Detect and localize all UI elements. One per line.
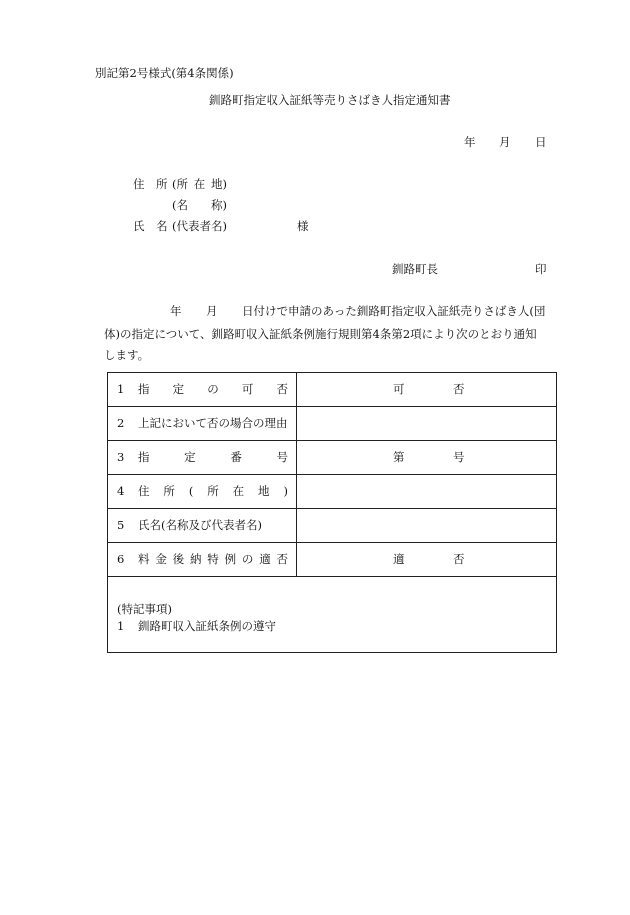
option-approve: 可: [393, 382, 405, 396]
date-day: 日: [535, 135, 547, 149]
table-row: [108, 407, 556, 441]
seal-mark: 印: [535, 262, 547, 276]
row-number: 1: [117, 382, 125, 396]
row-value-cell[interactable]: [297, 543, 556, 576]
row-label: 指 定 番 号: [138, 450, 288, 464]
date-month: 月: [499, 135, 511, 149]
row-number: 3: [117, 450, 125, 464]
table-row: [108, 509, 556, 543]
body-line-3: します。: [104, 348, 150, 362]
body-year: 年: [170, 304, 182, 318]
notes-item-number: 1: [117, 619, 125, 633]
row-number: 5: [117, 518, 125, 532]
option-not-applicable: 否: [453, 552, 465, 566]
number-prefix: 第: [393, 450, 405, 464]
notes-heading: (特記事項): [117, 602, 172, 616]
form-reference: 別記第2号様式(第4条関係): [95, 66, 234, 80]
table-row: [108, 373, 556, 407]
name-label: 氏 名: [133, 219, 168, 233]
row-label: 指 定 の 可 否: [138, 382, 288, 396]
row-value-cell[interactable]: [297, 373, 556, 406]
name-sub-label: (名 称): [172, 198, 227, 212]
body-line-1: 日付けで申請のあった釧路町指定収入証紙売りさばき人(団: [242, 304, 546, 318]
row-label-cell: [108, 407, 297, 440]
row-value-cell[interactable]: [297, 441, 556, 474]
representative-label: (代表者名): [172, 219, 227, 233]
row-label-cell: [108, 475, 297, 508]
row-value-cell[interactable]: [297, 509, 556, 542]
address-label: 住 所: [133, 177, 168, 191]
notes-item: 釧路町収入証紙条例の遵守: [138, 619, 276, 633]
row-label-cell: [108, 543, 297, 576]
row-label-cell: [108, 373, 297, 406]
date-year: 年: [464, 135, 476, 149]
option-reject: 否: [453, 382, 465, 396]
table-row: [108, 475, 556, 509]
designation-table: [107, 372, 557, 653]
row-value-cell[interactable]: [297, 407, 556, 440]
row-label: 氏名(名称及び代表者名): [138, 518, 262, 532]
honorific: 様: [297, 219, 309, 233]
table-row: [108, 441, 556, 475]
row-number: 6: [117, 552, 125, 566]
row-value-cell[interactable]: [297, 475, 556, 508]
body-line-2: 体)の指定について、釧路町収入証紙条例施行規則第4条第2項により次のとおり通知: [104, 327, 537, 341]
row-label-cell: [108, 509, 297, 542]
row-number: 2: [117, 416, 125, 430]
table-row: [108, 543, 556, 577]
issuer-title: 釧路町長: [392, 262, 438, 276]
row-label: 料 金 後 納 特 例 の 適 否: [138, 552, 288, 566]
option-applicable: 適: [393, 552, 405, 566]
row-label-cell: [108, 441, 297, 474]
row-label: 住 所 ( 所 在 地 ): [138, 484, 288, 498]
address-sub-label: (所 在 地): [172, 177, 227, 191]
number-suffix: 号: [453, 450, 465, 464]
body-month: 月: [206, 304, 218, 318]
special-notes-section: [108, 577, 556, 652]
row-number: 4: [117, 484, 125, 498]
document-title: 釧路町指定収入証紙等売りさばき人指定通知書: [209, 93, 451, 107]
row-label: 上記において否の場合の理由: [138, 416, 288, 430]
